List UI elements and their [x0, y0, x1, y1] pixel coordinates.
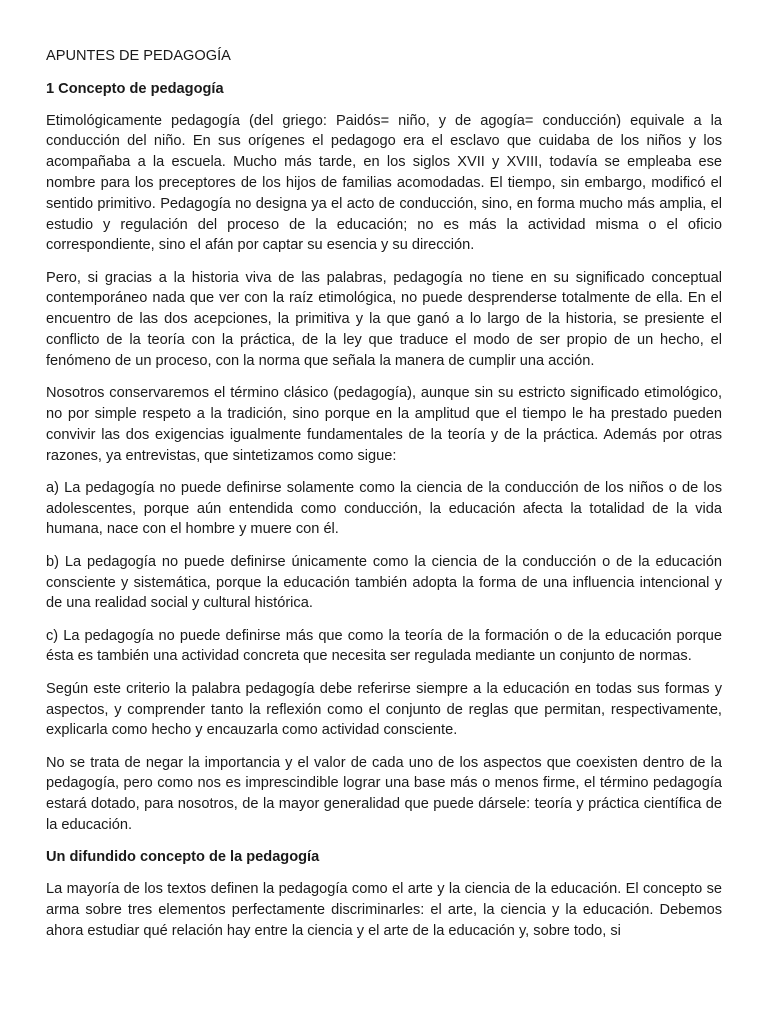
paragraph: Etimológicamente pedagogía (del griego: Paidós= niño, y de agogía= conducción) equivale a la conducción del niño. En sus orígenes el pedagogo era el esclavo que cuidaba de los niños y los acompañaba a la escuela. Mucho más tarde, en los siglos XVII y XVIII, todavía se empleaba ese nombre para los preceptores de los hijos de familias acomodadas. El tiempo, sin embargo, modificó el sentido primitivo. Pedagogía no designa ya el acto de conducción, sino, en forma mucho más amplia, el estudio y regulación del proceso de la educación; no es más la actividad misma o el oficio correspondiente, sino el afán por captar su esencia y su dirección.: [46, 112, 722, 254]
section-heading-difundido: Un difundido concepto de la pedagogía: [46, 849, 320, 866]
paragraph: La mayoría de los textos definen la pedagogía como el arte y la ciencia de la educación. El concepto se arma sobre tres elementos perfectamente discriminarles: el arte, la ciencia y la educación. Debemos ahora estudiar qué relación hay entre la ciencia y el arte de la educación y, sobre todo, si: [46, 881, 722, 939]
paragraph: Según este criterio la palabra pedagogía debe referirse siempre a la educación en todas sus formas y aspectos, y comprender tanto la reflexión como el conjunto de reglas que permitan, respectivamente, explicarla como hecho y encauzarla como actividad consciente.: [46, 680, 722, 739]
paragraph-item-a: a) La pedagogía no puede definirse solamente como la ciencia de la conducción de los niños o de los adolescentes, porque aún entendida como conducción, la educación afecta la totalidad de la vida humana, nace con el hombre y muere con él.: [46, 479, 722, 538]
document-page: [46, 46, 722, 953]
paragraph: No se trata de negar la importancia y el valor de cada uno de los aspectos que coexisten dentro de la pedagogía, pero como nos es imprescindible lograr una base más o menos firme, el término pedagogía estará dotado, para nosotros, de la mayor generalidad que puede dársele: teoría y práctica científica de la educación.: [46, 754, 722, 833]
document-title: APUNTES DE PEDAGOGÍA: [46, 48, 231, 64]
paragraph: Pero, si gracias a la historia viva de las palabras, pedagogía no tiene en su significado conceptual contemporáneo nada que ver con la raíz etimológica, no puede desprenderse totalmente de ella. En el encuentro de las dos acepciones, la primitiva y la que ganó a lo largo de la historia, se presiente el conflicto de la teoría con la práctica, de la ley que traduce el modo de ser propio de un hecho, el fenómeno de un proceso, con la norma que señala la manera de cumplir una acción.: [46, 269, 722, 369]
paragraph: Nosotros conservaremos el término clásico (pedagogía), aunque sin su estricto significado etimológico, no por simple respeto a la tradición, sino porque en la amplitud que el tiempo le ha prestado pueden convivir las dos exigencias igualmente fundamentales de la teoría y de la práctica. Además por otras razones, ya entrevistas, que sintetizamos como sigue:: [46, 385, 722, 464]
paragraph-item-c: c) La pedagogía no puede definirse más que como la teoría de la formación o de la educación porque ésta es también una actividad concreta que necesita ser regulada mediante un conjunto de normas.: [46, 627, 722, 665]
paragraph-item-b: b) La pedagogía no puede definirse únicamente como la ciencia de la conducción o de la educación consciente y sistemática, porque la educación también adopta la forma de una influencia intencional y de una realidad social y cultural histórica.: [46, 553, 722, 612]
section-heading-concepto: 1 Concepto de pedagogía: [46, 80, 224, 97]
